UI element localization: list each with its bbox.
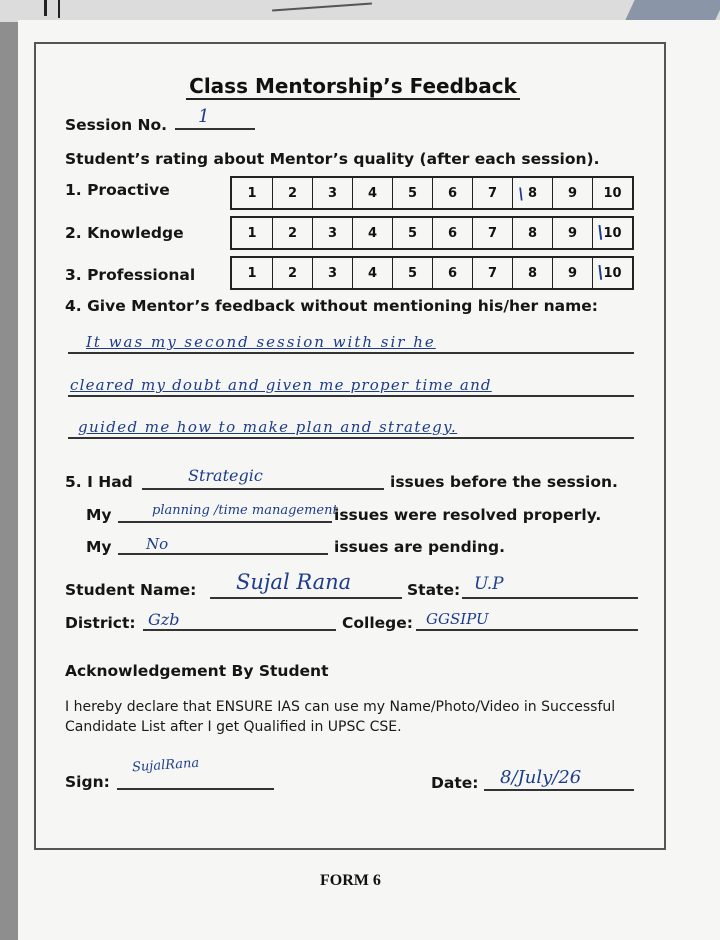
ack-text-line-2: Candidate List after I get Qualified in UPSC CSE.	[65, 719, 402, 735]
rating-cell[interactable]: 5	[392, 258, 432, 288]
rating-cell[interactable]: 4	[352, 258, 392, 288]
resolved-line	[118, 521, 332, 523]
form-number: FORM 6	[320, 872, 381, 889]
q5-line	[142, 488, 384, 490]
feedback-label: 4. Give Mentor’s feedback without mentioning his/her name:	[65, 297, 598, 315]
rating-cell[interactable]: 7	[472, 178, 512, 208]
ack-heading: Acknowledgement By Student	[65, 662, 329, 680]
session-line	[175, 128, 255, 130]
rating-cell[interactable]: 7	[472, 218, 512, 248]
sign-line	[117, 788, 274, 790]
student-name-label: Student Name:	[65, 581, 197, 599]
form-title: Class Mentorship’s Feedback	[189, 74, 517, 98]
rating-label-professional: 3. Professional	[65, 266, 196, 284]
rating-cell[interactable]: 5	[392, 178, 432, 208]
rating-cell[interactable]: 5	[392, 218, 432, 248]
ack-text-line-1: I hereby declare that ENSURE IAS can use my Name/Photo/Video in Successful	[65, 699, 616, 715]
rating-cell[interactable]: 2	[272, 178, 312, 208]
college-label: College:	[342, 614, 413, 632]
district-label: District:	[65, 614, 136, 632]
district-line	[143, 629, 336, 631]
resolved-label: My	[86, 506, 112, 524]
selection-tick-mark: \	[597, 262, 604, 283]
date-line	[484, 789, 634, 791]
strip-mark	[44, 0, 47, 16]
rating-cell[interactable]: 3	[312, 218, 352, 248]
rating-cell[interactable]: 1	[247, 265, 257, 281]
state-label: State:	[407, 581, 461, 599]
title-underline	[186, 98, 520, 100]
rating-cell[interactable]: 9	[552, 258, 592, 288]
rating-cell[interactable]: 4	[352, 218, 392, 248]
district-value[interactable]: Gzb	[148, 610, 180, 629]
rating-grid-knowledge[interactable]	[230, 216, 634, 250]
background-strip	[0, 0, 720, 22]
q5-suffix: issues before the session.	[390, 473, 618, 491]
college-line	[416, 629, 638, 631]
session-label: Session No.	[65, 116, 168, 134]
rating-cell[interactable]: 1	[247, 185, 257, 201]
pending-suffix: issues are pending.	[334, 538, 506, 556]
rating-cell-selected[interactable]: 10 \	[592, 218, 632, 248]
selection-tick-mark: \	[597, 222, 604, 243]
signature[interactable]: SujalRana	[131, 755, 200, 776]
rating-cell-selected[interactable]: 8 \	[512, 178, 552, 208]
student-name-line	[210, 597, 402, 599]
rating-cell[interactable]: 3	[312, 258, 352, 288]
resolved-suffix: issues were resolved properly.	[334, 506, 602, 524]
pending-line	[118, 553, 328, 555]
strip-corner	[625, 0, 720, 20]
feedback-line	[68, 352, 634, 354]
sign-label: Sign:	[65, 773, 110, 791]
college-value[interactable]: GGSIPU	[426, 610, 489, 628]
session-value[interactable]: 1	[198, 106, 210, 127]
rating-cell[interactable]: 6	[432, 178, 472, 208]
rating-cell[interactable]: 9	[552, 178, 592, 208]
q5-value[interactable]: Strategic	[188, 466, 263, 485]
feedback-text-line-2[interactable]: cleared my doubt and given me proper time and	[70, 376, 492, 394]
feedback-line	[68, 395, 634, 397]
feedback-line	[68, 437, 634, 439]
state-value[interactable]: U.P	[474, 574, 504, 594]
strip-mark	[272, 3, 372, 12]
rating-grid-professional[interactable]	[230, 256, 634, 290]
rating-cell[interactable]: 4	[352, 178, 392, 208]
feedback-text-line-3[interactable]: guided me how to make plan and strategy.	[78, 418, 458, 436]
date-label: Date:	[431, 774, 479, 792]
rating-cell[interactable]: 6	[432, 218, 472, 248]
student-name-value[interactable]: Sujal Rana	[236, 570, 352, 594]
state-line	[462, 597, 638, 599]
rating-cell[interactable]: 2	[272, 218, 312, 248]
rating-label-proactive: 1. Proactive	[65, 181, 170, 199]
rating-cell[interactable]: 6	[432, 258, 472, 288]
rating-cell-selected[interactable]: 10 \	[592, 258, 632, 288]
rating-heading: Student’s rating about Mentor’s quality (after each session).	[65, 150, 600, 168]
rating-cell[interactable]: 3	[312, 178, 352, 208]
rating-cell[interactable]: 7	[472, 258, 512, 288]
rating-grid-proactive[interactable]	[230, 176, 634, 210]
rating-cell[interactable]: 10	[592, 178, 632, 208]
selection-tick-mark: \	[518, 184, 524, 203]
feedback-text-line-1[interactable]: It was my second session with sir he	[86, 333, 436, 351]
date-value[interactable]: 8/July/26	[500, 767, 582, 788]
rating-cell[interactable]: 8	[512, 218, 552, 248]
pending-label: My	[86, 538, 112, 556]
rating-cell[interactable]: 2	[272, 258, 312, 288]
rating-cell[interactable]: 9	[552, 218, 592, 248]
pending-value[interactable]: No	[146, 535, 169, 553]
strip-mark	[58, 0, 60, 18]
rating-label-knowledge: 2. Knowledge	[65, 224, 184, 242]
q5-label: 5. I Had	[65, 473, 133, 491]
resolved-value[interactable]: planning /time management	[152, 503, 338, 518]
rating-cell[interactable]: 1	[247, 225, 257, 241]
rating-cell[interactable]: 8	[512, 258, 552, 288]
